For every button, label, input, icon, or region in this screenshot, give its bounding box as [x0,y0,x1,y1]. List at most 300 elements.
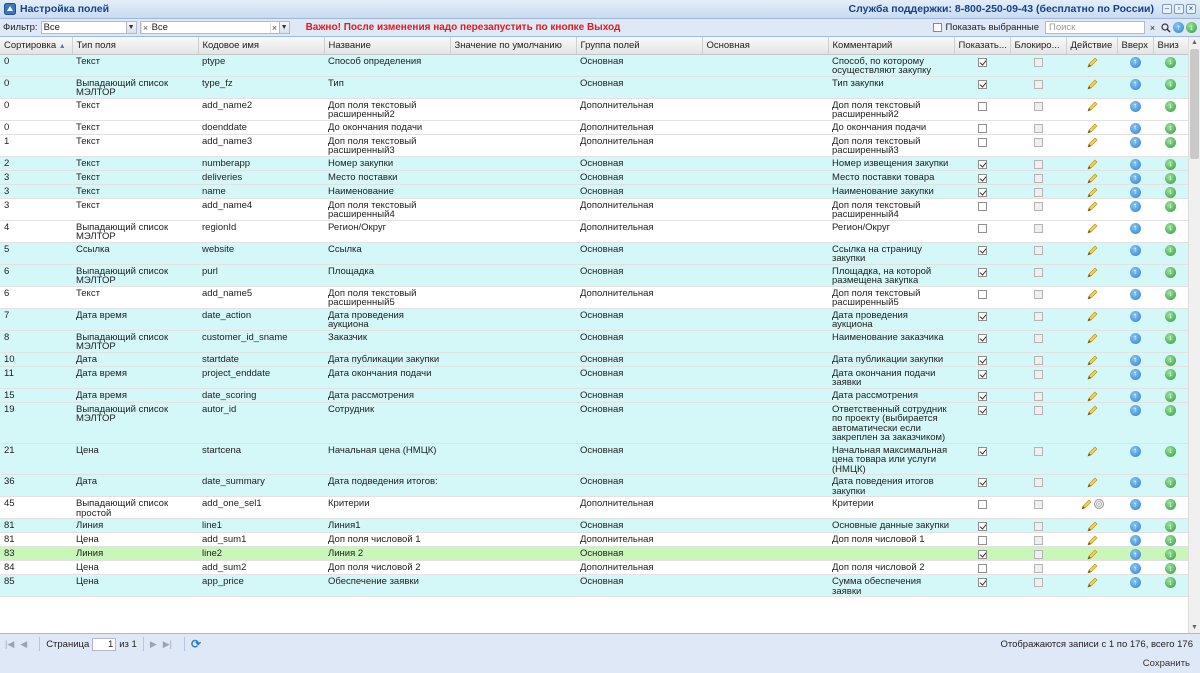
table-row[interactable] [0,330,1188,352]
col-header-sort[interactable]: Сортировка ▲ [0,37,72,54]
col-header-code[interactable]: Кодовое имя [198,37,324,54]
cell-down [1153,308,1188,330]
table-row[interactable] [0,402,1188,443]
show-checkbox[interactable] [978,246,987,255]
cell-up [1117,533,1153,547]
block-checkbox[interactable] [1034,188,1043,197]
cell-action [1066,352,1117,366]
cell-block [1010,402,1066,443]
cell-action [1066,533,1117,547]
block-checkbox[interactable] [1034,224,1043,233]
edit-pencil-icon[interactable] [1086,577,1098,588]
show-checkbox[interactable] [978,392,987,401]
edit-pencil-icon[interactable] [1086,391,1098,402]
table-row[interactable] [0,443,1188,475]
cell-sort: 81 [0,533,72,547]
table-row[interactable] [0,220,1188,242]
cell-group: Основная [576,575,702,597]
block-checkbox[interactable] [1034,478,1043,487]
cell-action [1066,402,1117,443]
cell-block [1010,533,1066,547]
cell-default [450,156,576,170]
table-row[interactable] [0,575,1188,597]
show-checkbox[interactable] [978,102,987,111]
show-checkbox[interactable] [978,202,987,211]
show-checkbox[interactable] [978,268,987,277]
edit-pencil-icon[interactable] [1086,355,1098,366]
col-header-main[interactable]: Основная [702,37,828,54]
move-down-toolbar-icon[interactable]: ↓ [1186,22,1197,33]
edit-pencil-icon[interactable] [1086,521,1098,532]
move-up-icon[interactable]: ↑ [1130,173,1141,184]
cell-down [1153,220,1188,242]
cell-main [702,184,828,198]
table-row[interactable] [0,366,1188,388]
cell-default [450,497,576,519]
cell-group: Дополнительная [576,497,702,519]
table-row[interactable] [0,519,1188,533]
edit-pencil-icon[interactable] [1086,535,1098,546]
cell-sort: 81 [0,519,72,533]
cell-type: Выпадающий список МЭЛТОР [72,264,198,286]
edit-pencil-icon[interactable] [1086,123,1098,134]
cell-code: line1 [198,519,324,533]
cell-comment: До окончания подачи [828,120,954,134]
move-up-toolbar-icon[interactable]: ↑ [1173,22,1184,33]
cell-type: Выпадающий список МЭЛТОР [72,402,198,443]
move-down-icon[interactable]: ↓ [1165,405,1176,416]
cell-comment: Площадка, на которой размещена закупка [828,264,954,286]
cell-main [702,220,828,242]
cell-up [1117,561,1153,575]
table-header-row [0,37,1188,54]
edit-pencil-icon[interactable] [1086,245,1098,256]
cell-code: numberapp [198,156,324,170]
cell-comment: Основные данные закупки [828,519,954,533]
cell-sort: 2 [0,156,72,170]
table-row[interactable] [0,388,1188,402]
move-up-icon[interactable]: ↑ [1130,57,1141,68]
edit-pencil-icon[interactable] [1086,477,1098,488]
cell-main [702,519,828,533]
cell-show [954,475,1010,497]
table-row[interactable] [0,120,1188,134]
move-down-icon[interactable]: ↓ [1165,391,1176,402]
move-up-icon[interactable]: ↑ [1130,563,1141,574]
cell-block [1010,352,1066,366]
show-checkbox[interactable] [978,370,987,379]
move-down-icon[interactable]: ↓ [1165,137,1176,148]
move-down-icon[interactable]: ↓ [1165,355,1176,366]
scroll-thumb[interactable] [1190,49,1199,159]
cell-comment: Ссылка на страницу закупки [828,242,954,264]
clear-icon[interactable]: × [141,23,150,33]
cell-action [1066,519,1117,533]
cell-down [1153,366,1188,388]
block-checkbox[interactable] [1034,102,1043,111]
search-icon[interactable] [1160,22,1171,33]
move-down-icon[interactable]: ↓ [1165,245,1176,256]
show-checkbox[interactable] [978,447,987,456]
block-checkbox[interactable] [1034,290,1043,299]
cell-name: Начальная цена (НМЦК) [324,443,450,475]
cell-action [1066,184,1117,198]
move-up-icon[interactable]: ↑ [1130,223,1141,234]
block-checkbox[interactable] [1034,356,1043,365]
show-checkbox[interactable] [978,356,987,365]
move-up-icon[interactable]: ↑ [1130,549,1141,560]
edit-pencil-icon[interactable] [1086,101,1098,112]
block-checkbox[interactable] [1034,578,1043,587]
cell-default [450,533,576,547]
table-row[interactable] [0,533,1188,547]
table-row[interactable] [0,264,1188,286]
edit-pencil-icon[interactable] [1086,446,1098,457]
block-checkbox[interactable] [1034,246,1043,255]
show-checkbox[interactable] [978,290,987,299]
cell-code: add_name2 [198,98,324,120]
table-row[interactable] [0,184,1188,198]
cell-group: Дополнительная [576,198,702,220]
block-checkbox[interactable] [1034,564,1043,573]
cell-show [954,443,1010,475]
block-checkbox[interactable] [1034,406,1043,415]
move-down-icon[interactable]: ↓ [1165,289,1176,300]
col-header-down[interactable]: Вниз [1153,37,1188,54]
cell-show [954,198,1010,220]
move-down-icon[interactable]: ↓ [1165,521,1176,532]
show-checkbox[interactable] [978,312,987,321]
block-checkbox[interactable] [1034,80,1043,89]
cell-up [1117,134,1153,156]
edit-pencil-icon[interactable] [1086,79,1098,90]
block-checkbox[interactable] [1034,124,1043,133]
show-selected-checkbox[interactable] [933,23,942,32]
show-checkbox[interactable] [978,160,987,169]
block-checkbox[interactable] [1034,58,1043,67]
show-checkbox[interactable] [978,174,987,183]
cell-action [1066,170,1117,184]
cell-type: Дата время [72,308,198,330]
table-row[interactable] [0,475,1188,497]
col-header-action[interactable]: Действие [1066,37,1117,54]
show-checkbox[interactable] [978,188,987,197]
vertical-scrollbar[interactable] [1188,37,1200,633]
show-checkbox[interactable] [978,500,987,509]
show-selected-toggle[interactable] [933,22,1039,33]
cell-code: name [198,184,324,198]
edit-pencil-icon[interactable] [1086,563,1098,574]
prev-page-icon[interactable]: ◀ [20,638,28,649]
block-checkbox[interactable] [1034,174,1043,183]
move-up-icon[interactable]: ↑ [1130,79,1141,90]
cell-group: Дополнительная [576,561,702,575]
move-down-icon[interactable]: ↓ [1165,311,1176,322]
edit-pencil-icon[interactable] [1086,159,1098,170]
show-checkbox[interactable] [978,478,987,487]
move-up-icon[interactable]: ↑ [1130,123,1141,134]
move-up-icon[interactable]: ↑ [1130,477,1141,488]
show-checkbox[interactable] [978,224,987,233]
col-header-up[interactable]: Вверх [1117,37,1153,54]
cell-code: ptype [198,54,324,76]
move-up-icon[interactable]: ↑ [1130,245,1141,256]
edit-pencil-icon[interactable] [1086,405,1098,416]
refresh-icon[interactable]: ⟳ [191,637,202,651]
cell-show [954,220,1010,242]
close-icon[interactable]: × [1186,4,1196,14]
move-down-icon[interactable]: ↓ [1165,101,1176,112]
show-checkbox[interactable] [978,124,987,133]
cell-main [702,54,828,76]
search-clear-icon[interactable]: × [1149,22,1156,33]
move-up-icon[interactable]: ↑ [1130,499,1141,510]
block-checkbox[interactable] [1034,447,1043,456]
cell-up [1117,184,1153,198]
cell-group: Основная [576,475,702,497]
move-up-icon[interactable]: ↑ [1130,521,1141,532]
col-header-comment[interactable]: Комментарий [828,37,954,54]
cell-sort: 4 [0,220,72,242]
block-checkbox[interactable] [1034,522,1043,531]
cell-block [1010,497,1066,519]
move-down-icon[interactable]: ↓ [1165,577,1176,588]
cell-show [954,184,1010,198]
table-row[interactable] [0,242,1188,264]
minimize-icon[interactable]: – [1162,4,1172,14]
col-header-group[interactable]: Группа полей [576,37,702,54]
edit-pencil-icon[interactable] [1086,173,1098,184]
cell-code: app_price [198,575,324,597]
block-checkbox[interactable] [1034,202,1043,211]
cell-up [1117,575,1153,597]
move-down-icon[interactable]: ↓ [1165,535,1176,546]
cell-show [954,388,1010,402]
move-down-icon[interactable]: ↓ [1165,57,1176,68]
move-down-icon[interactable]: ↓ [1165,369,1176,380]
block-checkbox[interactable] [1034,550,1043,559]
edit-pencil-icon[interactable] [1086,137,1098,148]
block-checkbox[interactable] [1034,370,1043,379]
move-up-icon[interactable]: ↑ [1130,311,1141,322]
move-down-icon[interactable]: ↓ [1165,201,1176,212]
block-checkbox[interactable] [1034,500,1043,509]
cell-show [954,156,1010,170]
col-header-type[interactable]: Тип поля [72,37,198,54]
edit-pencil-icon[interactable] [1086,289,1098,300]
move-down-icon[interactable]: ↓ [1165,563,1176,574]
cell-action [1066,286,1117,308]
move-up-icon[interactable]: ↑ [1130,369,1141,380]
scroll-up-icon[interactable]: ▲ [1191,39,1198,46]
show-checkbox[interactable] [978,138,987,147]
block-checkbox[interactable] [1034,138,1043,147]
cell-type: Текст [72,170,198,184]
cell-group: Основная [576,76,702,98]
move-up-icon[interactable]: ↑ [1130,267,1141,278]
move-up-icon[interactable]: ↑ [1130,159,1141,170]
cell-default [450,134,576,156]
show-checkbox[interactable] [978,578,987,587]
show-checkbox[interactable] [978,334,987,343]
save-button[interactable]: Сохранить [1142,658,1190,669]
block-checkbox[interactable] [1034,334,1043,343]
block-checkbox[interactable] [1034,268,1043,277]
cell-type: Текст [72,120,198,134]
cell-comment: Способ, по которому осуществляют закупку [828,54,954,76]
move-up-icon[interactable]: ↑ [1130,201,1141,212]
table-row[interactable] [0,308,1188,330]
maximize-icon[interactable]: ▫ [1174,4,1184,14]
next-page-icon[interactable]: ▶ [149,638,157,649]
show-checkbox[interactable] [978,522,987,531]
move-up-icon[interactable]: ↑ [1130,577,1141,588]
show-checkbox[interactable] [978,550,987,559]
move-down-icon[interactable]: ↓ [1165,159,1176,170]
edit-pencil-icon[interactable] [1086,333,1098,344]
cell-type: Дата [72,475,198,497]
cell-default [450,547,576,561]
move-down-icon[interactable]: ↓ [1165,333,1176,344]
move-up-icon[interactable]: ↑ [1130,391,1141,402]
filter-combo-2[interactable] [140,21,290,34]
cell-action [1066,220,1117,242]
filter-label: Фильтр: [3,22,38,33]
edit-pencil-icon[interactable] [1086,267,1098,278]
move-up-icon[interactable]: ↑ [1130,355,1141,366]
edit-pencil-icon[interactable] [1086,201,1098,212]
show-checkbox[interactable] [978,406,987,415]
chevron-down-icon[interactable]: ▼ [126,22,136,33]
cell-comment: Доп поля текстовый расширенный2 [828,98,954,120]
cell-main [702,443,828,475]
move-up-icon[interactable]: ↑ [1130,405,1141,416]
move-down-icon[interactable]: ↓ [1165,223,1176,234]
table-row[interactable] [0,156,1188,170]
move-up-icon[interactable]: ↑ [1130,289,1141,300]
table-row[interactable] [0,286,1188,308]
col-header-default[interactable]: Значение по умолчанию [450,37,576,54]
table-row[interactable] [0,134,1188,156]
move-up-icon[interactable]: ↑ [1130,187,1141,198]
move-down-icon[interactable]: ↓ [1165,173,1176,184]
scroll-down-icon[interactable]: ▼ [1191,624,1198,631]
table-row[interactable] [0,497,1188,519]
col-header-block[interactable]: Блокиро... [1010,37,1066,54]
support-phone: Служба поддержки: 8-800-250-09-43 (бесплатно по России) [848,3,1154,15]
cell-comment: Ответственный сотрудник по проекту (выбирается автоматически если закреплен за заказчиком) [828,402,954,443]
search-input[interactable]: Поиск [1045,21,1145,34]
records-info: Отображаются записи с 1 по 176, всего 176 [1000,638,1193,650]
cell-up [1117,120,1153,134]
edit-pencil-icon[interactable] [1086,369,1098,380]
show-checkbox[interactable] [978,58,987,67]
move-up-icon[interactable]: ↑ [1130,101,1141,112]
cell-code: purl [198,264,324,286]
cell-type: Цена [72,561,198,575]
clear-icon[interactable]: × [270,23,279,33]
cell-comment: Дата рассмотрения [828,388,954,402]
move-down-icon[interactable]: ↓ [1165,446,1176,457]
move-down-icon[interactable]: ↓ [1165,499,1176,510]
cell-code: startcena [198,443,324,475]
edit-pencil-icon[interactable] [1086,223,1098,234]
edit-pencil-icon[interactable] [1080,499,1092,510]
cell-code: doenddate [198,120,324,134]
cell-down [1153,547,1188,561]
move-down-icon[interactable]: ↓ [1165,79,1176,90]
edit-pencil-icon[interactable] [1086,57,1098,68]
move-down-icon[interactable]: ↓ [1165,123,1176,134]
table-row[interactable] [0,54,1188,76]
move-down-icon[interactable]: ↓ [1165,549,1176,560]
cell-down [1153,76,1188,98]
move-up-icon[interactable]: ↑ [1130,333,1141,344]
table-row[interactable] [0,547,1188,561]
move-down-icon[interactable]: ↓ [1165,477,1176,488]
cell-code: date_action [198,308,324,330]
chevron-down-icon[interactable]: ▼ [279,22,289,33]
cell-main [702,533,828,547]
col-header-name[interactable]: Название [324,37,450,54]
table-row[interactable] [0,198,1188,220]
table-row[interactable] [0,170,1188,184]
delete-icon[interactable] [1094,499,1104,509]
edit-pencil-icon[interactable] [1086,311,1098,322]
table-row[interactable] [0,98,1188,120]
cell-up [1117,98,1153,120]
cell-code: line2 [198,547,324,561]
block-checkbox[interactable] [1034,536,1043,545]
move-up-icon[interactable]: ↑ [1130,446,1141,457]
cell-default [450,184,576,198]
table-row[interactable] [0,76,1188,98]
cell-sort: 84 [0,561,72,575]
table-row[interactable] [0,352,1188,366]
table-row[interactable] [0,561,1188,575]
cell-up [1117,308,1153,330]
page-label: Страница [46,638,90,650]
block-checkbox[interactable] [1034,160,1043,169]
move-up-icon[interactable]: ↑ [1130,137,1141,148]
move-up-icon[interactable]: ↑ [1130,535,1141,546]
show-checkbox[interactable] [978,80,987,89]
cell-show [954,170,1010,184]
cell-up [1117,54,1153,76]
cell-name: Место поставки [324,170,450,184]
last-page-icon[interactable]: ▶| [162,638,173,649]
page-number-input[interactable]: 1 [92,638,116,651]
edit-pencil-icon[interactable] [1086,187,1098,198]
cell-show [954,54,1010,76]
cell-action [1066,575,1117,597]
block-checkbox[interactable] [1034,312,1043,321]
block-checkbox[interactable] [1034,392,1043,401]
cell-group: Основная [576,170,702,184]
move-down-icon[interactable]: ↓ [1165,267,1176,278]
show-checkbox[interactable] [978,536,987,545]
cell-main [702,402,828,443]
cell-block [1010,475,1066,497]
col-header-show[interactable]: Показать... [954,37,1010,54]
edit-pencil-icon[interactable] [1086,549,1098,560]
move-down-icon[interactable]: ↓ [1165,187,1176,198]
first-page-icon[interactable]: |◀ [5,638,15,649]
filter-toolbar [0,19,1200,37]
show-checkbox[interactable] [978,564,987,573]
filter-combo-1[interactable] [41,21,137,34]
cell-default [450,264,576,286]
